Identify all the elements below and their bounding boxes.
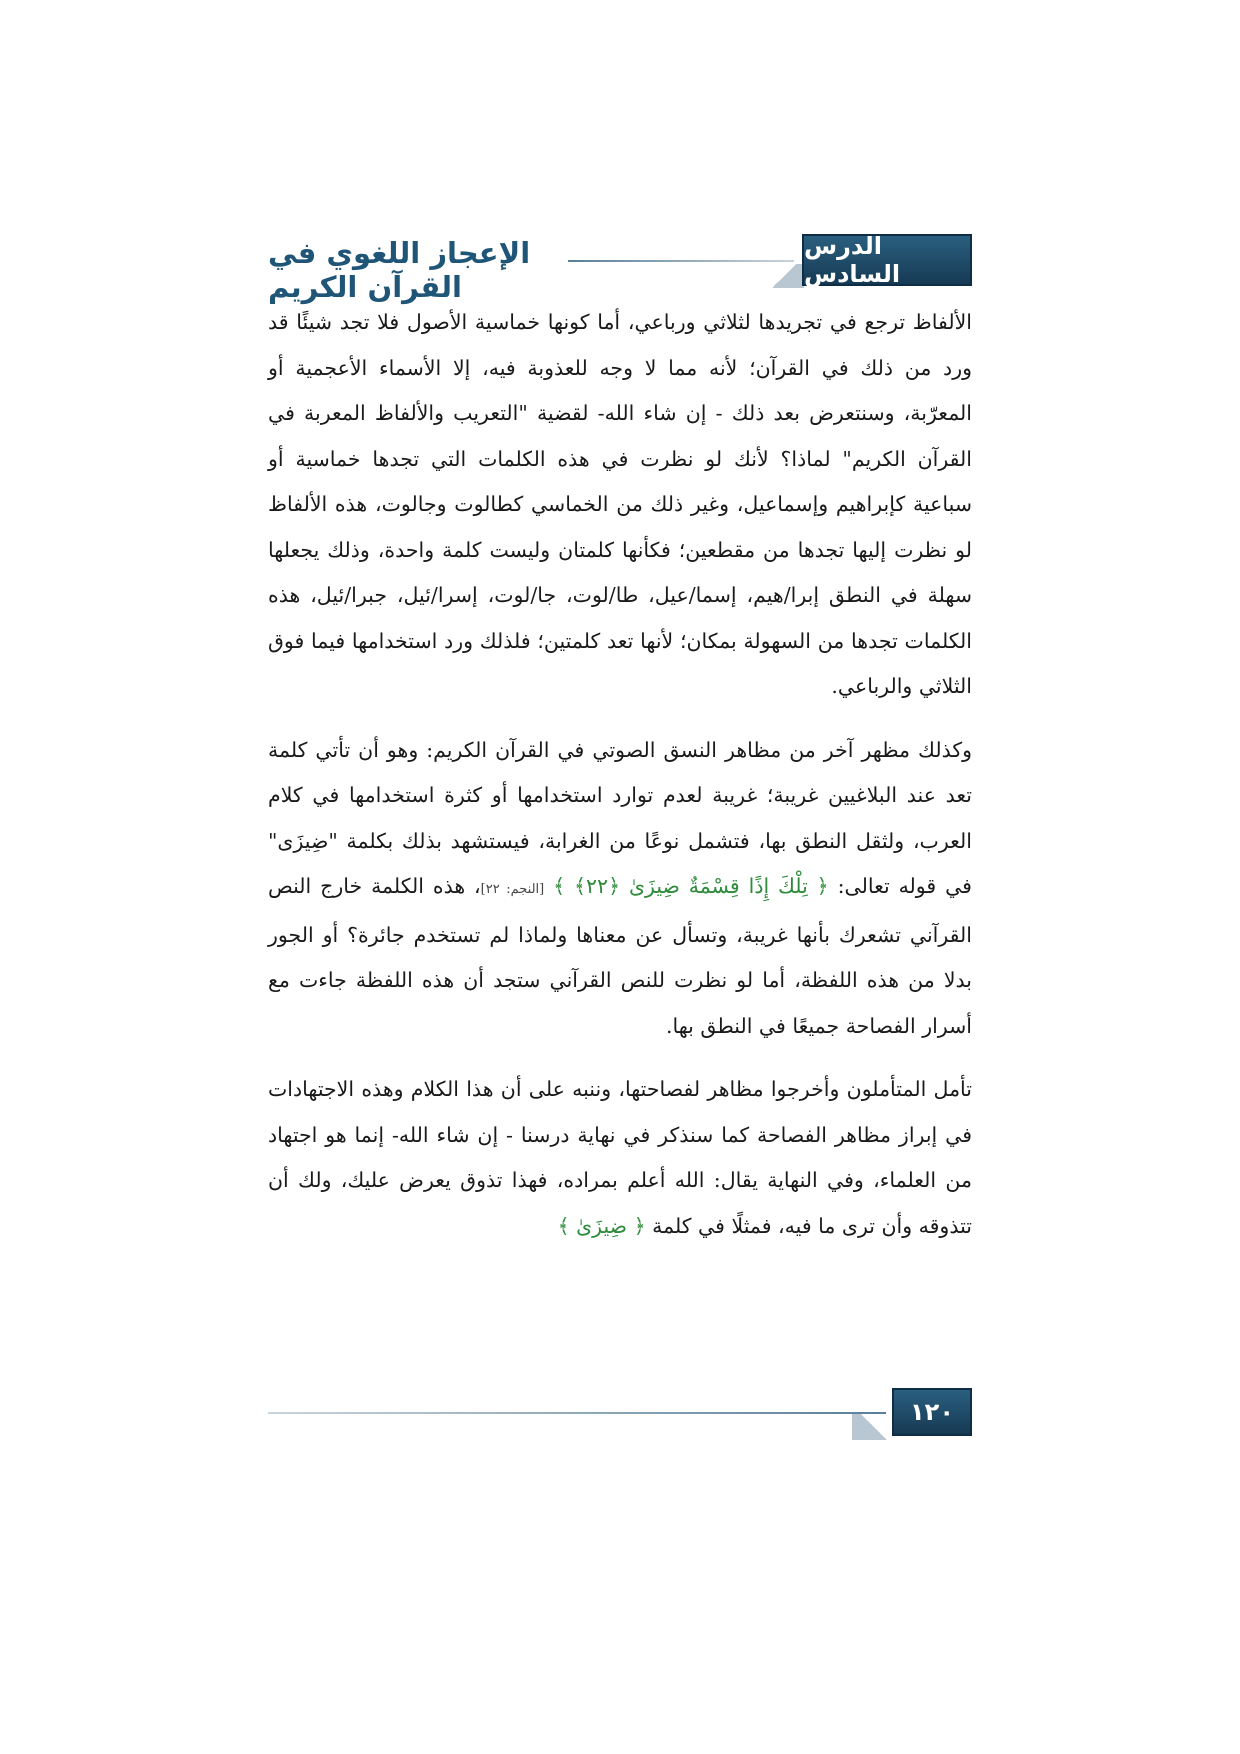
page-number-shadow bbox=[852, 1414, 896, 1440]
paragraph-3-text: تأمل المتأملون وأخرجوا مظاهر لفصاحتها، وننبه على أن هذا الكلام وهذه الاجتهادات في إبراز مظاهر الفصاحة كما سنذكر في نهاية درسنا - إن شاء الله- إنما هو اجتهاد من العلماء، وفي النهاية يقال: الله أعلم بمراده، فهذا تذوق يعرض عليك، ولك أن تتذوقه وأن ترى ما فيه، فمثلًا في كلمة bbox=[268, 1077, 972, 1238]
page-number: ١٢٠ bbox=[892, 1388, 972, 1436]
paragraph-2-text-b: ، هذه الكلمة خارج النص القرآني تشعرك بأنها غريبة، وتسأل عن معناها ولماذا لم تستخدم جائرة؟ أو الجور بدلا من هذه اللفظة، أما لو نظرت للنص القرآني ستجد أن هذه اللفظة جاءت مع أسرار الفصاحة جميعًا في النطق بها. bbox=[268, 874, 972, 1038]
page-footer bbox=[268, 1388, 972, 1440]
paragraph-3 bbox=[268, 1067, 972, 1249]
paragraph-2-text-a: وكذلك مظهر آخر من مظاهر النسق الصوتي في القرآن الكريم: وهو أن تأتي كلمة تعد عند البلاغيين غريبة؛ غريبة لعدم توارد استخدامها أو كثرة استخدامها في كلام العرب، ولثقل النطق بها، فتشمل نوعًا من الغرابة، فيستشهد بذلك بكلمة "ضِيزَى" في قوله تعالى: bbox=[268, 737, 972, 898]
paragraph-1: الألفاظ ترجع في تجريدها لثلاثي ورباعي، أما كونها خماسية الأصول فلا تجد شيئًا قد ورد من ذلك في القرآن؛ لأنه مما لا وجه للعذوبة فيه، إلا الأسماء الأعجمية أو المعرّبة، وسنتعرض بعد ذلك - إن شاء الله- لقضية "التعريب والألفاظ المعربة في القرآن الكريم" لماذا؟ لأنك لو نظرت في هذه الكلمات التي تجدها خماسية أو سباعية كإبراهيم وإسماعيل، وغير ذلك من الخماسي كطالوت وجالوت، هذه الألفاظ لو نظرت إليها تجدها من مقطعين؛ فكأنها كلمتان وليست كلمة واحدة، وذلك يجعلها سهلة في النطق إبرا/هيم، إسما/عيل، طا/لوت، جا/لوت، إسرا/ئيل، جبرا/ئيل، هذه الكلمات تجدها من السهولة بمكان؛ لأنها تعد كلمتين؛ فلذلك ورد استخدامها فيما فوق الثلاثي والرباعي. bbox=[268, 310, 972, 698]
header-divider bbox=[568, 260, 794, 262]
lesson-label-box bbox=[802, 234, 972, 286]
page-header bbox=[268, 232, 972, 304]
footer-divider bbox=[268, 1412, 886, 1414]
lesson-label: الدرس السادس bbox=[804, 232, 901, 288]
paragraph-2 bbox=[268, 728, 972, 1050]
verse-citation: [النجم: ٢٢] bbox=[480, 882, 545, 897]
body-text bbox=[268, 300, 972, 1267]
book-title: الإعجاز اللغوي في القرآن الكريم bbox=[268, 236, 531, 304]
lesson-tab-shadow bbox=[764, 264, 804, 288]
quran-word: ﴿ ضِيزَىٰ ﴾ bbox=[557, 1213, 646, 1238]
quran-verse: ﴿ تِلْكَ إِذًا قِسْمَةٌ ضِيزَىٰ ﴿٢٢﴾ ﴾ bbox=[553, 874, 829, 898]
